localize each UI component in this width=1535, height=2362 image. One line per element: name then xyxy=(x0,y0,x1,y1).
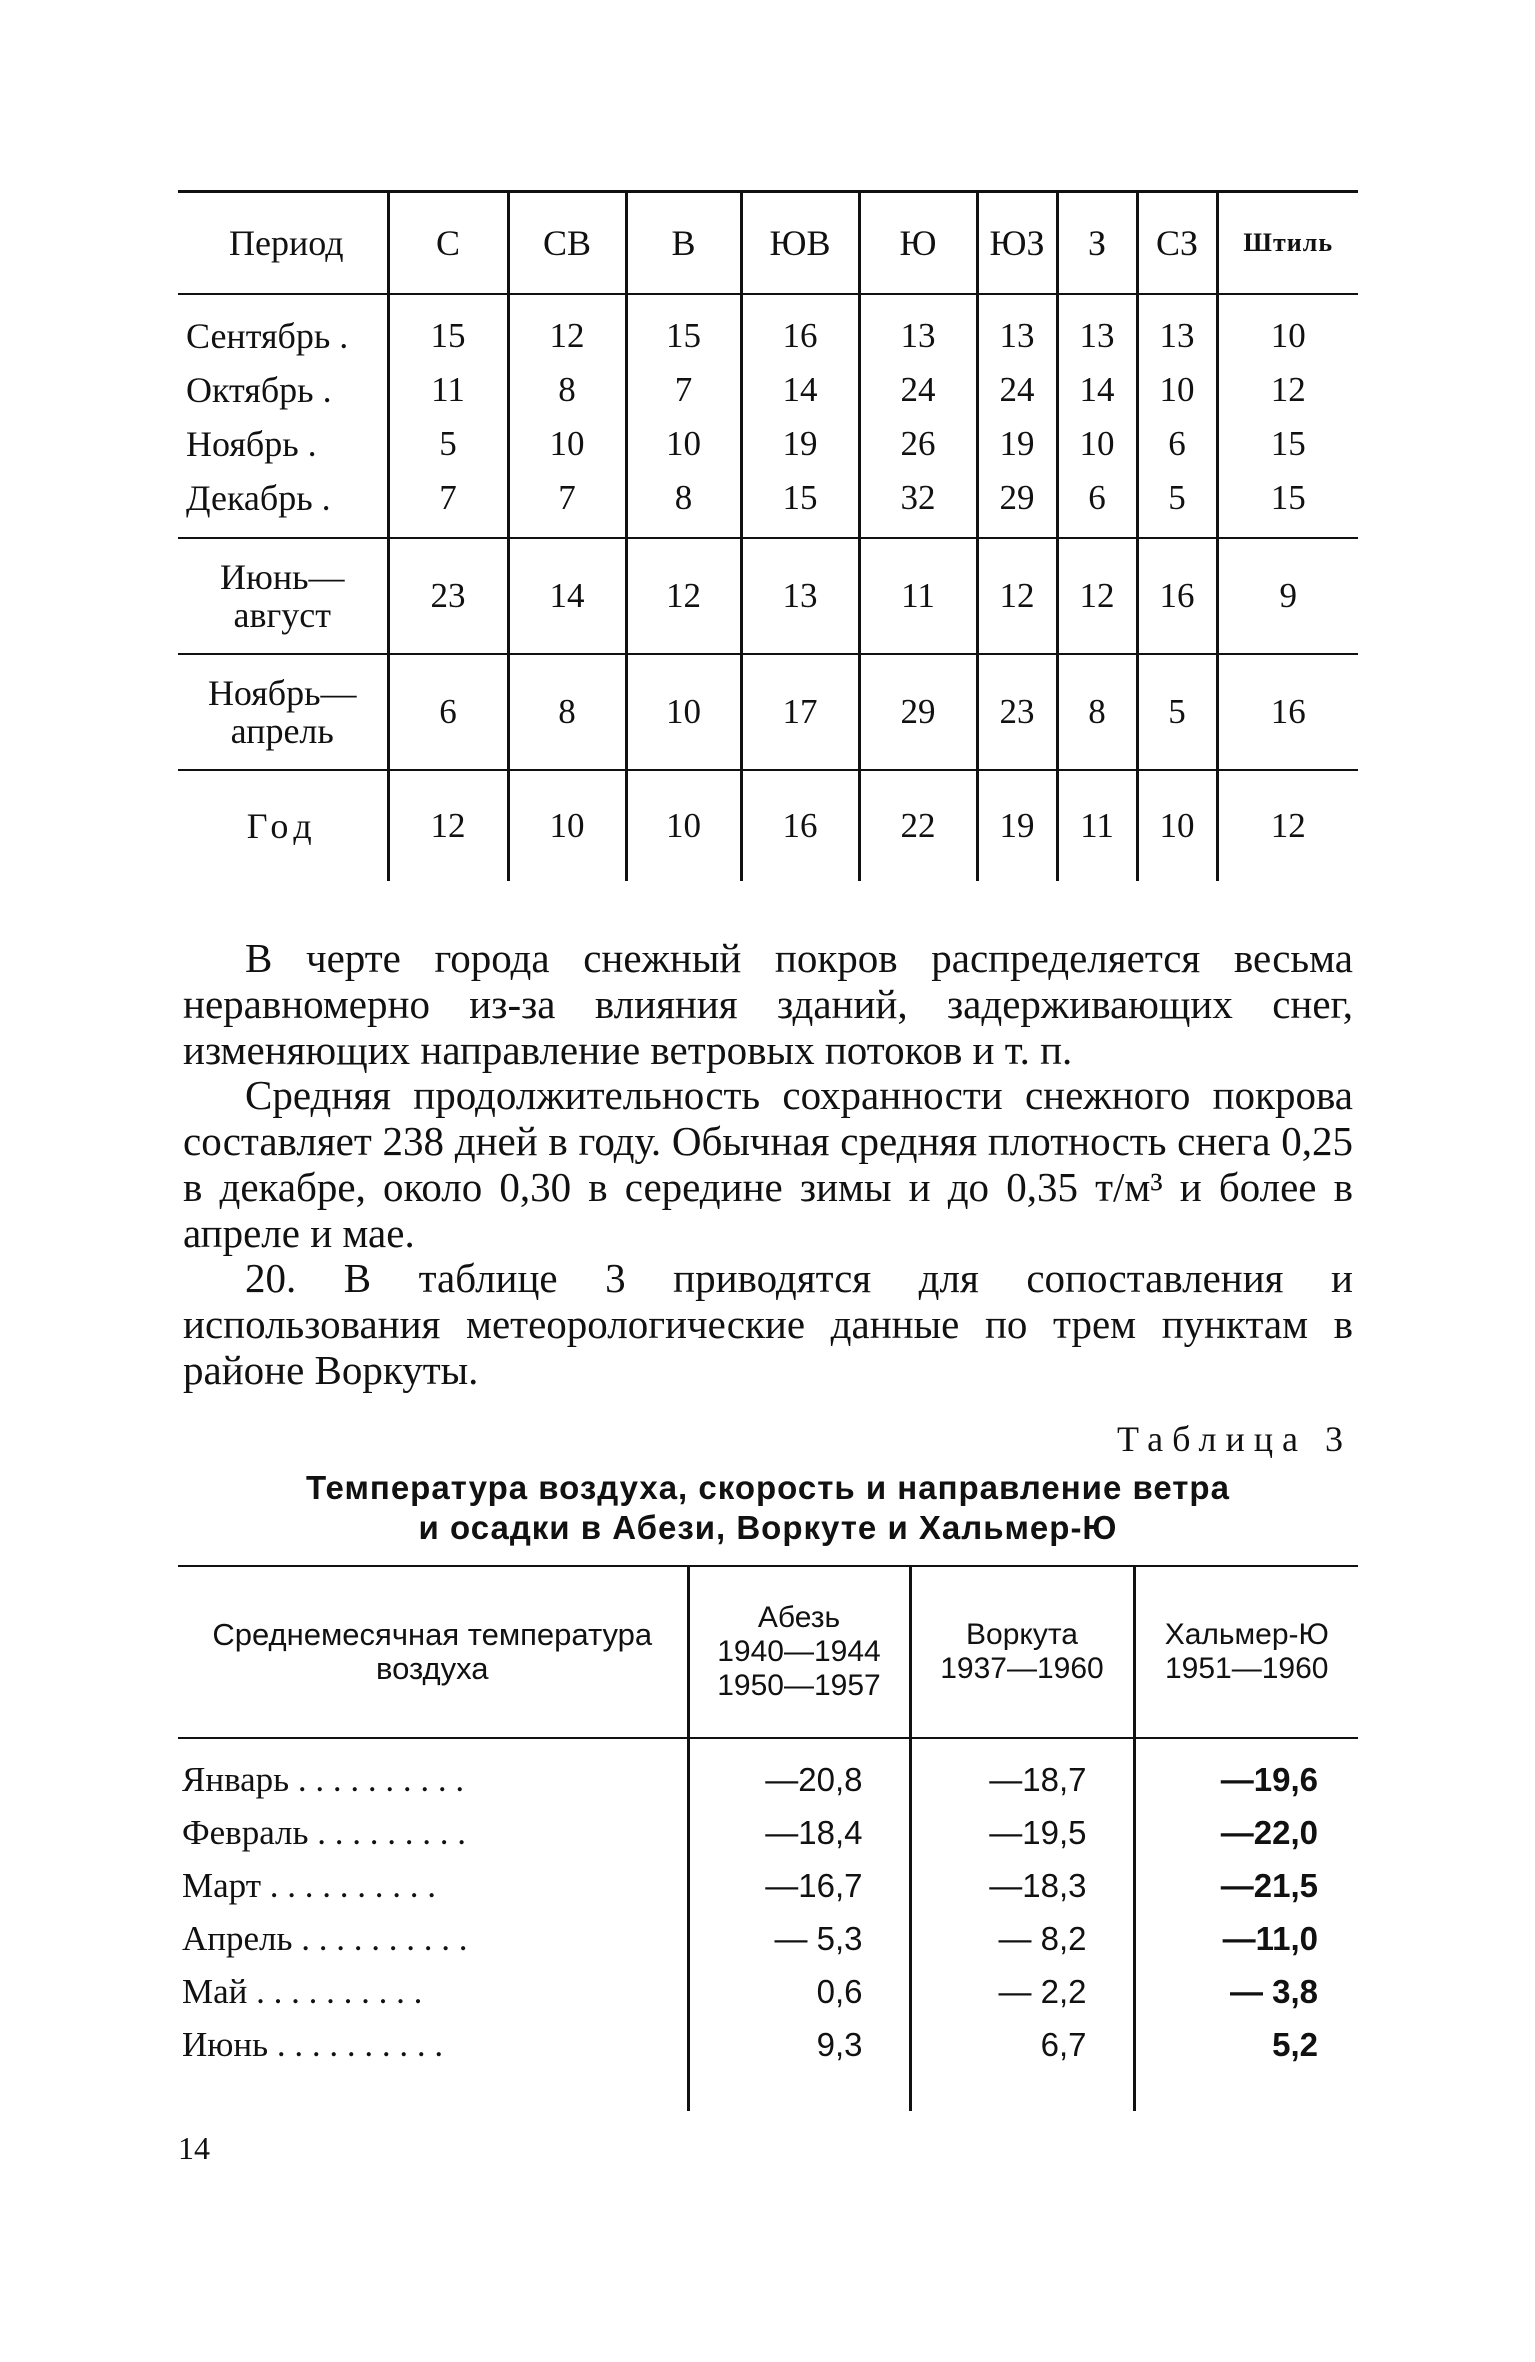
row-month: Июнь . . . . . . . . . . xyxy=(182,2024,444,2064)
table-cell: 14 xyxy=(508,538,626,654)
table-cell: — 2,2 xyxy=(910,1965,1134,2018)
table-cell: —18,7 xyxy=(910,1738,1134,1806)
table-cell: 11 xyxy=(859,538,977,654)
table-cell: 10 xyxy=(508,770,626,881)
table-row xyxy=(178,770,1358,881)
table-row xyxy=(178,1965,1358,2018)
table-title xyxy=(183,1468,1353,1548)
table-cell: 12 xyxy=(1217,770,1358,881)
table-cell: 8 xyxy=(1057,654,1137,770)
table-cell: 6 xyxy=(1057,471,1137,538)
table-cell: 10 xyxy=(626,770,741,881)
header-avg-temperature: Среднемесячная температура воздуха xyxy=(178,1566,688,1738)
row-month: Январь . . . . . . . . . . xyxy=(182,1759,465,1799)
table-row xyxy=(178,1859,1358,1912)
table-cell: 16 xyxy=(741,294,859,363)
table-cell: 13 xyxy=(977,294,1057,363)
row-month: Февраль . . . . . . . . . xyxy=(182,1812,466,1852)
table-row xyxy=(178,1806,1358,1859)
header-v: В xyxy=(626,192,741,295)
table-cell: 5 xyxy=(1137,654,1217,770)
table-cell: 8 xyxy=(508,363,626,417)
row-label: Декабрь . xyxy=(186,478,331,518)
header-halmer-yu: Хальмер-Ю 1951—1960 xyxy=(1134,1566,1358,1738)
header-c: С xyxy=(388,192,508,295)
table-cell: 26 xyxy=(859,417,977,471)
table-cell: —16,7 xyxy=(688,1859,910,1912)
table-cell: 11 xyxy=(388,363,508,417)
header-sz: СЗ xyxy=(1137,192,1217,295)
table-cell: 17 xyxy=(741,654,859,770)
table-cell: 22 xyxy=(859,770,977,881)
table-cell: 16 xyxy=(1137,538,1217,654)
table-cell: 16 xyxy=(741,770,859,881)
table-cell: — 5,3 xyxy=(688,1912,910,1965)
header-z: З xyxy=(1057,192,1137,295)
table-cell: 14 xyxy=(741,363,859,417)
table-cell: 19 xyxy=(741,417,859,471)
table-cell: — 8,2 xyxy=(910,1912,1134,1965)
table-cell: —21,5 xyxy=(1134,1859,1358,1912)
table-cell: 19 xyxy=(977,417,1057,471)
temperature-table xyxy=(178,1565,1358,2111)
table-row xyxy=(178,2018,1358,2111)
table-cell: 32 xyxy=(859,471,977,538)
table-cell: 10 xyxy=(1057,417,1137,471)
table-cell: 23 xyxy=(977,654,1057,770)
table-cell: 13 xyxy=(1057,294,1137,363)
header-abez: Абезь 1940—1944 1950—1957 xyxy=(688,1566,910,1738)
table-cell: 15 xyxy=(1217,471,1358,538)
table-cell: 10 xyxy=(1217,294,1358,363)
table-cell: 9,3 xyxy=(688,2018,910,2111)
table-cell: 0,6 xyxy=(688,1965,910,2018)
table-cell: 11 xyxy=(1057,770,1137,881)
paragraph-snow-distribution: В черте города снежный покров распределяется весьма неравномерно из-за влияния зданий, задерживающих снег, изменяющих направление ветровых потоков и т. п. xyxy=(183,935,1353,1073)
table-title-line1: Температура воздуха, скорость и направление ветра xyxy=(306,1469,1230,1506)
table-cell: 6,7 xyxy=(910,2018,1134,2111)
table-cell: 6 xyxy=(388,654,508,770)
table-cell: 24 xyxy=(977,363,1057,417)
table-cell: 19 xyxy=(977,770,1057,881)
table-cell: 13 xyxy=(1137,294,1217,363)
temperature-table-header xyxy=(178,1566,1358,1738)
table-cell: 9 xyxy=(1217,538,1358,654)
table-cell: 23 xyxy=(388,538,508,654)
table-cell: —18,3 xyxy=(910,1859,1134,1912)
table-row xyxy=(178,654,1358,770)
row-label: Сентябрь . xyxy=(186,316,349,356)
row-label: Июнь— август xyxy=(178,538,388,654)
table-cell: 10 xyxy=(1137,363,1217,417)
table-cell: —19,6 xyxy=(1134,1738,1358,1806)
paragraph-table-intro: 20. В таблице 3 приводятся для сопоставления и использования метеорологические данные по трем пунктам в районе Воркуты. xyxy=(183,1255,1353,1393)
row-label: Год xyxy=(178,770,388,881)
table-row xyxy=(178,538,1358,654)
table-cell: 5,2 xyxy=(1134,2018,1358,2111)
table-cell: 24 xyxy=(859,363,977,417)
table-cell: 10 xyxy=(508,417,626,471)
table-row xyxy=(178,417,1358,471)
table-row xyxy=(178,471,1358,538)
table-cell: 14 xyxy=(1057,363,1137,417)
table-cell: 8 xyxy=(626,471,741,538)
table-cell: 12 xyxy=(626,538,741,654)
table-cell: 29 xyxy=(977,471,1057,538)
table-cell: —20,8 xyxy=(688,1738,910,1806)
table-row xyxy=(178,294,1358,363)
table-cell: 5 xyxy=(388,417,508,471)
table-cell: —11,0 xyxy=(1134,1912,1358,1965)
table-title-line2: и осадки в Абези, Воркуте и Хальмер-Ю xyxy=(418,1509,1118,1546)
table-cell: 5 xyxy=(1137,471,1217,538)
table-cell: 29 xyxy=(859,654,977,770)
table-cell: 12 xyxy=(508,294,626,363)
table-cell: 10 xyxy=(626,417,741,471)
wind-table-header xyxy=(178,192,1358,295)
table-cell: 7 xyxy=(388,471,508,538)
table-number: Таблица 3 xyxy=(1117,1419,1352,1459)
table-row xyxy=(178,363,1358,417)
table-cell: —18,4 xyxy=(688,1806,910,1859)
table-cell: 12 xyxy=(1217,363,1358,417)
table-cell: 8 xyxy=(508,654,626,770)
row-label: Октябрь . xyxy=(186,370,332,410)
table-cell: 15 xyxy=(626,294,741,363)
table-cell: 16 xyxy=(1217,654,1358,770)
paragraph-snow-duration: Средняя продолжительность сохранности снежного покрова составляет 238 дней в году. Обычная средняя плотность снега 0,25 в декабре, около 0,30 в середине зимы и до 0,35 т/м³ и более в апреле и мае. xyxy=(183,1072,1353,1256)
table-cell: —19,5 xyxy=(910,1806,1134,1859)
table-cell: 15 xyxy=(388,294,508,363)
table-cell: 12 xyxy=(977,538,1057,654)
header-period: Период xyxy=(178,192,388,295)
header-yu: Ю xyxy=(859,192,977,295)
table-cell: 12 xyxy=(388,770,508,881)
table-cell: 13 xyxy=(741,538,859,654)
table-cell: —22,0 xyxy=(1134,1806,1358,1859)
table-cell: 7 xyxy=(626,363,741,417)
table-cell: 13 xyxy=(859,294,977,363)
page-number: 14 xyxy=(178,2130,210,2166)
row-label: Ноябрь— апрель xyxy=(178,654,388,770)
table-row xyxy=(178,1738,1358,1806)
header-yuz: ЮЗ xyxy=(977,192,1057,295)
table-cell: 10 xyxy=(626,654,741,770)
wind-direction-table xyxy=(178,190,1358,881)
header-sv: СВ xyxy=(508,192,626,295)
table-cell: 7 xyxy=(508,471,626,538)
row-month: Апрель . . . . . . . . . . xyxy=(182,1918,468,1958)
row-month: Март . . . . . . . . . . xyxy=(182,1865,436,1905)
header-vorkuta: Воркута 1937—1960 xyxy=(910,1566,1134,1738)
table-cell: — 3,8 xyxy=(1134,1965,1358,2018)
table-cell: 15 xyxy=(1217,417,1358,471)
table-cell: 15 xyxy=(741,471,859,538)
header-calm: Штиль xyxy=(1217,192,1358,295)
table-cell: 6 xyxy=(1137,417,1217,471)
header-yuv: ЮВ xyxy=(741,192,859,295)
table-cell: 12 xyxy=(1057,538,1137,654)
table-cell: 10 xyxy=(1137,770,1217,881)
row-label: Ноябрь . xyxy=(186,424,317,464)
row-month: Май . . . . . . . . . . xyxy=(182,1971,423,2011)
table-row xyxy=(178,1912,1358,1965)
